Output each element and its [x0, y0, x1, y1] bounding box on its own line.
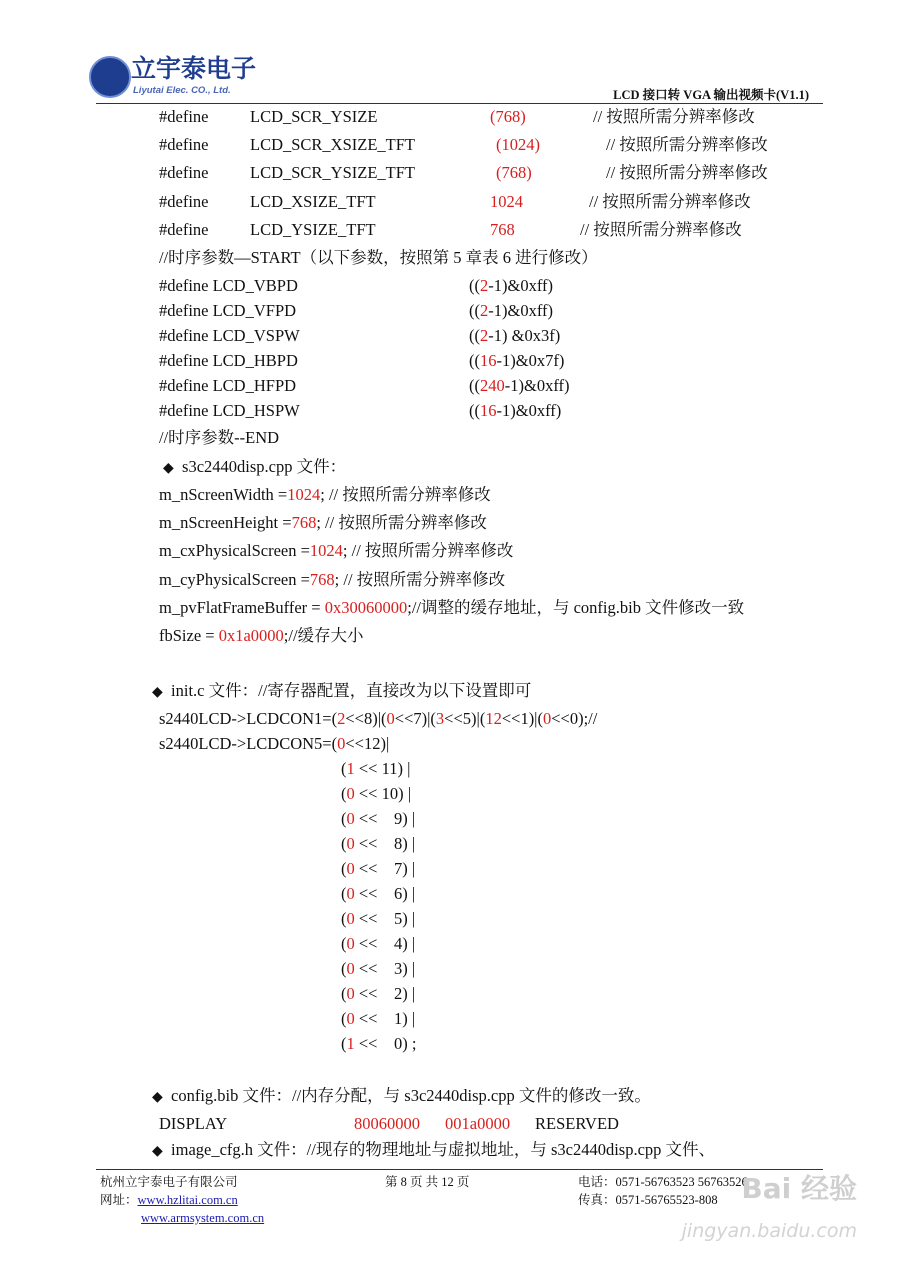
bit-line: (1 << 11) | [341, 759, 411, 778]
timing-expr: ((240-1)&0xff) [469, 376, 570, 395]
bit-line: (0 << 5) | [341, 909, 416, 928]
display-label: DISPLAY [159, 1114, 228, 1133]
timing-expr: ((2-1)&0xff) [469, 301, 554, 320]
bit-line: (1 << 0) ; [341, 1034, 417, 1053]
define-value: (768) [496, 163, 532, 182]
bit-line: (0 << 9) | [341, 809, 416, 828]
define-kw: #define [159, 220, 209, 239]
define-value: (1024) [496, 135, 540, 154]
define-comment: // 按照所需分辨率修改 [606, 163, 768, 182]
bit-line: (0 << 7) | [341, 859, 416, 878]
footer-page-number: 第 8 页 共 12 页 [385, 1175, 470, 1189]
footer-company: 杭州立宇泰电子有限公司 [100, 1175, 238, 1189]
disp-line: m_nScreenWidth =1024; // 按照所需分辨率修改 [159, 485, 491, 504]
bit-line: (0 << 6) | [341, 884, 416, 903]
define-value: (768) [490, 107, 526, 126]
baidu-watermark: Bai 经验 [741, 1172, 857, 1205]
footer-web2 [141, 1212, 264, 1225]
display-size: 001a0000 [445, 1114, 511, 1133]
lcdcon5-line: s2440LCD->LCDCON5=(0<<12)| [159, 734, 390, 753]
define-kw: #define [159, 163, 209, 182]
define-kw: #define [159, 192, 209, 211]
timing-name: #define LCD_VFPD [159, 301, 297, 320]
disp-line: m_pvFlatFrameBuffer = 0x30060000;//调整的缓存地址，与 config.bib 文件修改一致 [159, 598, 745, 617]
logo-cn-text: 立宇泰电子 [131, 54, 257, 83]
define-name: LCD_SCR_XSIZE_TFT [250, 135, 416, 154]
header-divider [96, 103, 823, 104]
timing-expr: ((16-1)&0x7f) [469, 351, 565, 370]
define-comment: // 按照所需分辨率修改 [606, 135, 768, 154]
define-comment: // 按照所需分辨率修改 [580, 220, 742, 239]
timing-end-comment: //时序参数--END [159, 428, 280, 447]
disp-line: m_nScreenHeight =768; // 按照所需分辨率修改 [159, 513, 487, 532]
define-comment: // 按照所需分辨率修改 [593, 107, 755, 126]
footer-fax: 传真：0571-56765523-808 [578, 1193, 718, 1207]
document-title: LCD 接口转 VGA 输出视频卡(V1.1) [613, 88, 809, 102]
lcdcon1-line: s2440LCD->LCDCON1=(2<<8)|(0<<7)|(3<<5)|(12<<1)|(0<<0);// [159, 709, 598, 728]
bit-line: (0 << 8) | [341, 834, 416, 853]
footer-tel: 电话：0571-56763523 56763526 [578, 1175, 748, 1189]
bit-line: (0 << 3) | [341, 959, 416, 978]
diamond-bullet-icon: ◆ [152, 1143, 163, 1159]
diamond-bullet-icon: ◆ [152, 1089, 163, 1105]
bit-line: (0 << 4) | [341, 934, 416, 953]
timing-start-comment: //时序参数—START（以下参数，按照第 5 章表 6 进行修改） [159, 248, 598, 267]
define-name: LCD_SCR_YSIZE [250, 107, 378, 126]
bit-line: (0 << 10) | [341, 784, 412, 803]
footer-url-link[interactable]: www.hzlitai.com.cn [137, 1193, 238, 1207]
diamond-bullet-icon: ◆ [163, 460, 174, 476]
timing-name: #define LCD_VBPD [159, 276, 298, 295]
imagecfg-section-heading: ◆ image_cfg.h 文件：//现存的物理地址与虚拟地址，与 s3c2440disp.cpp 文件、 [152, 1140, 716, 1159]
timing-expr: ((2-1) &0x3f) [469, 326, 561, 345]
bit-line: (0 << 1) | [341, 1009, 416, 1028]
disp-section-heading: ◆ s3c2440disp.cpp 文件： [163, 457, 347, 476]
define-kw: #define [159, 135, 209, 154]
display-addr: 80060000 [354, 1114, 420, 1133]
define-comment: // 按照所需分辨率修改 [589, 192, 751, 211]
bit-line: (0 << 2) | [341, 984, 416, 1003]
disp-line: fbSize = 0x1a0000;//缓存大小 [159, 626, 364, 645]
timing-name: #define LCD_HSPW [159, 401, 300, 420]
timing-name: #define LCD_HBPD [159, 351, 298, 370]
display-type: RESERVED [535, 1114, 619, 1133]
footer-web: 网址：www.hzlitai.com.cn [100, 1193, 238, 1207]
define-value: 1024 [490, 192, 523, 211]
disp-line: m_cyPhysicalScreen =768; // 按照所需分辨率修改 [159, 570, 506, 589]
init-section-heading: ◆ init.c 文件：//寄存器配置，直接改为以下设置即可 [152, 681, 532, 700]
timing-name: #define LCD_VSPW [159, 326, 300, 345]
define-name: LCD_SCR_YSIZE_TFT [250, 163, 416, 182]
disp-line: m_cxPhysicalScreen =1024; // 按照所需分辨率修改 [159, 541, 514, 560]
timing-expr: ((2-1)&0xff) [469, 276, 554, 295]
define-kw: #define [159, 107, 209, 126]
logo-en-text: Liyutai Elec. CO., Ltd. [133, 85, 231, 96]
config-section-heading: ◆ config.bib 文件：//内存分配，与 s3c2440disp.cpp 文件的修改一致。 [152, 1086, 651, 1105]
define-name: LCD_XSIZE_TFT [250, 192, 376, 211]
timing-expr: ((16-1)&0xff) [469, 401, 562, 420]
diamond-bullet-icon: ◆ [152, 684, 163, 700]
define-value: 768 [490, 220, 515, 239]
footer-url-link[interactable]: www.armsystem.com.cn [141, 1211, 265, 1225]
define-name: LCD_YSIZE_TFT [250, 220, 376, 239]
baidu-watermark-url: jingyan.baidu.com [681, 1220, 857, 1242]
timing-name: #define LCD_HFPD [159, 376, 297, 395]
footer-divider [96, 1169, 823, 1170]
company-logo-icon [89, 56, 131, 98]
